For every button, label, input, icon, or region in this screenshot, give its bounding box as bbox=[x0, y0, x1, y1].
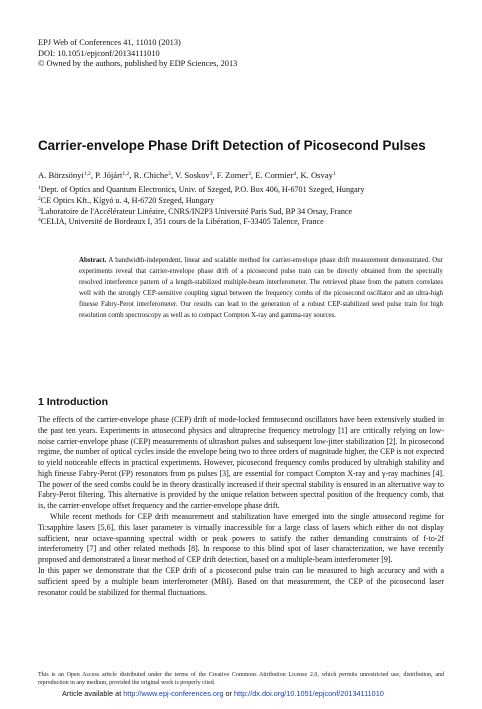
author: K. Osvay$^1$ bbox=[300, 170, 336, 180]
author: V. Soskov$^3$ bbox=[174, 170, 213, 180]
journal-header bbox=[38, 38, 237, 70]
abstract-text: A bandwidth-independent, linear and scalable method for carrier-envelope phase drift measurement demonstrated. Our experiments reveal that carrier-envelope phase drift of a picosecond pulse train can be directly obtained from the spectrally resolved interference pattern of a length-stabilized multiple-beam interferometer. The retrieved phase from the pattern correlates well with the strongly CEP-sensitive coupling signal between the frequency combs of the picosecond oscillator and an ultra-high finesse Fabry-Perot interferometer. Our results can lead to the generation of a robust CEP-stabilized seed pulse train for high resolution comb spectroscopy as well as to compact Compton X-ray and gamma-ray sources. bbox=[79, 257, 443, 319]
paper-title: Carrier-envelope Phase Drift Detection of Picosecond Pulses bbox=[38, 138, 426, 153]
section-heading: 1 Introduction bbox=[38, 396, 108, 408]
affiliation: $^3$Laboratoire de l'Accélérateur Linéaire, CNRS/IN2P3 Université Paris Sud, BP 34 Orsay, France bbox=[38, 206, 353, 216]
affiliation: $^2$CE Optics Kft., Kígyó u. 4, H-6720 Szeged, Hungary bbox=[38, 195, 215, 205]
author: E. Cormier$^4$ bbox=[255, 170, 297, 180]
license-footnote: This is an Open Access article distributed under the terms of the Creative Commons Attribution License 2.0, which permits unrestricted use, distribution, and reproduction in any medium, provided the original work is properly cited. bbox=[38, 672, 444, 687]
author: R. Chiche$^3$ bbox=[133, 170, 171, 180]
paragraph: In this paper we demonstrate that the CEP drift of a picosecond pulse train can be measured to high accuracy and with a sufficient speed by a multiple beam interferometer (MBI). Based on that measurement, the CEP of the picosecond laser resonator could be stabilized for thermal fluctuations. bbox=[38, 565, 444, 597]
abstract-label: Abstract. bbox=[79, 257, 107, 264]
paragraph: While recent methods for CEP drift measurement and stabilization have emerged into the single attosecond regime for Ti:sapphire lasers [5,6], this laser parameter is virtually inaccessible for a large class of lasers which either do not display sufficient, near octave-spanning spectral width or peak powers to satisfy the rather demanding constraints of f-to-2f interferometry [7] and other related methods [8]. In response to this blind spot of laser characterization, we have recently proposed and demonstrated a linear method of CEP drift detection, based on a multiple-beam interferometer [9]. bbox=[38, 512, 444, 565]
abstract bbox=[79, 256, 443, 321]
body-text bbox=[38, 415, 444, 598]
affiliation: $^4$CELIA, Université de Bordeaux I, 351 cours de la Libération, F-33405 Talence, France bbox=[38, 217, 324, 227]
doi-line: DOI: 10.1051/epjconf/20134111010 bbox=[38, 48, 160, 58]
author: F. Zomer$^3$ bbox=[216, 170, 251, 180]
journal-citation: EPJ Web of Conferences 41, 11010 (2013) bbox=[38, 38, 181, 47]
copyright-line: © Owned by the authors, published by EDP Sciences, 2013 bbox=[38, 59, 238, 68]
affiliation: $^1$Dept. of Optics and Quantum Electronics, Univ. of Szeged, P.O. Box 406, H-6701 Szeged, Hungary bbox=[38, 185, 365, 194]
affiliation-list bbox=[38, 185, 364, 228]
author-list: A. Börzsönyi$^{1,2}$, P. Jójárt$^{1,2}$, R. Chiche$^3$, V. Soskov$^3$, F. Zomer$^3$, E. Cormier$^4$, K. Osvay$^1$ bbox=[38, 170, 336, 180]
author: A. Börzsönyi$^{1,2}$ bbox=[38, 170, 91, 180]
paragraph: The effects of the carrier-envelope phase (CEP) drift of mode-locked femtosecond oscillators have been extensively studied in the past ten years. Experiments in attosecond physics and ultraprecise frequency metrology [1] are critically relying on low-noise carrier-envelope phase (CEP) measurements of ultrashort pulses and subsequent low-jitter stabilization [2]. In picosecond regime, the number of optical cycles inside the envelope being two to three orders of magnitude higher, the CEP is not expected to yield noticeable effects in practical experiments. However, picosecond frequency combs produced by ultrahigh stability and high finesse Fabry-Perot (FP) resonators from ps pulses [3], are essential for compact Compton X-ray and γ-ray machines [4]. The power of the seed combs could be in theory drastically increased if their spectral stability is ensured in an alternative way to Fabry-Perot filtering. This alternative is provided by the unique relation between spectral position of the frequency comb, that is, the carrier-envelope offset frequency and the carrier-envelope phase drift. bbox=[38, 415, 444, 511]
article-availability: Article available at http://www.epj-conferences.org or http://dx.doi.org/10.1051/epjconf/20134111010 bbox=[62, 689, 384, 698]
doi-link[interactable]: http://dx.doi.org/10.1051/epjconf/20134111010 bbox=[233, 689, 384, 698]
epj-link[interactable]: http://www.epj-conferences.org bbox=[123, 689, 224, 698]
author: P. Jójárt$^{1,2}$ bbox=[95, 170, 130, 180]
